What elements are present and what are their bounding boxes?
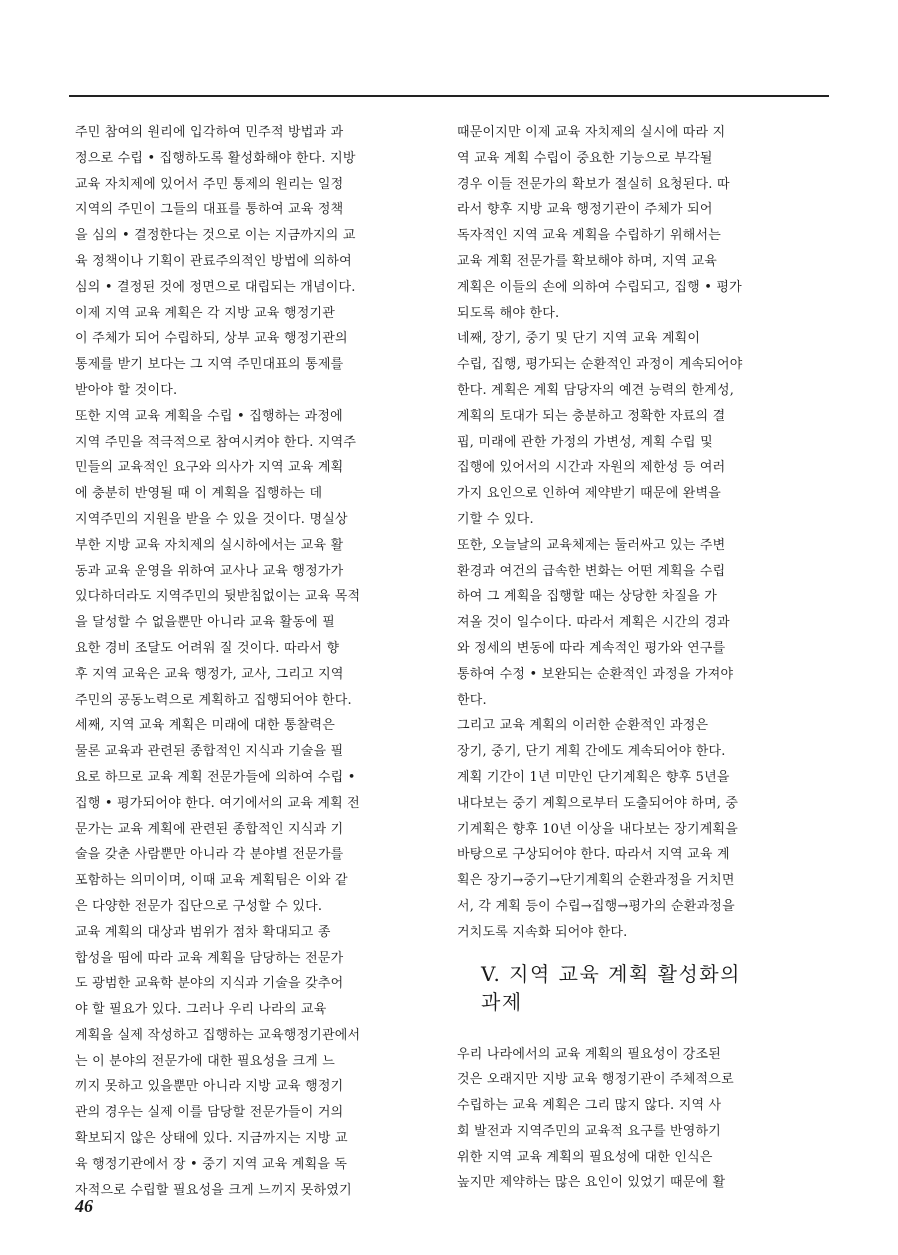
right-column — [457, 120, 815, 1196]
body-paragraph: 네째, 장기, 중기 및 단기 지역 교육 계획이 수립, 집행, 평가되는 순환적인 과정이 계속되어야 한다. 계획은 계획 담당자의 예견 능력의 한계성, 계획의 토대가 되는 충분하고 정확한 자료의 결 핍, 미래에 관한 가정의 가변성, 계획 수립 및 집행에 있어서의 시간과 자원의 제한성 등 여러 가지 요인으로 인하여 제약받기 때문에 완벽을 기할 수 있다. — [457, 331, 743, 527]
body-paragraph: 그리고 교육 계획의 이러한 순환적인 과정은 장기, 중기, 단기 계획 간에도 계속되어야 한다. 계획 기간이 1년 미만인 단기계획은 향후 5년을 내다보는 중기 계획으로부터 도출되어야 하며, 중 기계획은 향후 10년 이상을 내다보는 장기계획을 바탕으로 구상되어야 한다. 따라서 지역 교육 계 획은 장기→중기→단기계획의 순환과정을 거치면 서, 각 계획 등이 수립→집행→평가의 순환과정을 거치도록 지속화 되어야 한다. — [457, 718, 739, 940]
body-paragraph: 또한, 오늘날의 교육체제는 둘러싸고 있는 주변 환경과 여건의 급속한 변화는 어떤 계획을 수립 하여 그 계획을 집행할 때는 상당한 차질을 가 져올 것이 일수이다. 따라서 계획은 시간의 경과 와 정세의 변동에 따라 계속적인 평가와 연구를 통하여 수정 • 보완되는 순환적인 과정을 가져야 한다. — [457, 537, 734, 708]
body-paragraph: 우리 나라에서의 교육 계획의 필요성이 강조된 것은 오래지만 지방 교육 행정기관이 주체적으로 수립하는 교육 계획은 그리 많지 않다. 지역 사 회 발전과 지역주민의 교육적 요구를 반영하기 위한 지역 교육 계획의 필요성에 대한 인식은 높지만 제약하는 많은 요인이 있었기 때문에 활 — [457, 1046, 734, 1191]
body-paragraph: 때문이지만 이제 교육 자치제의 실시에 따라 지 역 교육 계획 수립이 중요한 기능으로 부각될 경우 이들 전문가의 확보가 절실히 요청된다. 따 라서 향후 지방 교육 행정기관이 주체가 되어 독자적인 지역 교육 계획을 수립하기 위해서는 교육 계획 전문가를 확보해야 하며, 지역 교육 계획은 이들의 손에 의하여 수립되고, 집행 • 평가 되도록 해야 한다. — [457, 125, 742, 321]
body-paragraph: 세째, 지역 교육 계획은 미래에 대한 통찰력은 물론 교육과 관련된 종합적인 지식과 기술을 필 요로 하므로 교육 계획 전문가들에 의하여 수립 • 집행 • 평가되어야 한다. 여기에서의 교육 계획 전 문가는 교육 계획에 관련된 종합적인 지식과 기 술을 갖춘 사람뿐만 아니라 각 분야별 전문가를 포함하는 의미이며, 이때 교육 계획팀은 이와 같 은 다양한 전문가 집단으로 구성할 수 있다. — [75, 718, 360, 914]
section-heading: V. 지역 교육 계획 활성화의 과제 — [481, 961, 741, 1014]
page-number: 46 — [75, 1196, 93, 1216]
body-paragraph: 교육 계획의 대상과 범위가 점차 확대되고 종 합성을 띰에 따라 교육 계획을 담당하는 전문가 도 광범한 교육학 분야의 지식과 기술을 갖추어 야 할 필요가 있다. 그러나 우리 나라의 교육 계획을 실제 작성하고 집행하는 교육행정기관에서 는 이 분야의 전문가에 대한 필요성을 크게 느 끼지 못하고 있을뿐만 아니라 지방 교육 행정기 관의 경우는 실제 이를 담당할 전문가들이 거의 확보되지 않은 상태에 있다. 지금까지는 지방 교 육 행정기관에서 장 • 중기 지역 교육 계획을 독 자적으로 수립할 필요성을 크게 느끼지 못하였기 — [75, 924, 361, 1198]
left-column — [75, 120, 425, 1203]
body-paragraph: 또한 지역 교육 계획을 수립 • 집행하는 과정에 지역 주민을 적극적으로 참여시켜야 한다. 지역주 민들의 교육적인 요구와 의사가 지역 교육 계획 에 충분히 반영될 때 이 계획을 집행하는 데 지역주민의 지원을 받을 수 있을 것이다. 명실상 부한 지방 교육 자치제의 실시하에서는 교육 활 동과 교육 운영을 위하여 교사나 교육 행정가가 있다하더라도 지역주민의 뒷받침없이는 교육 목적 을 달성할 수 없을뿐만 아니라 교육 활동에 필 요한 경비 조달도 어려워 질 것이다. 따라서 향 후 지역 교육은 교육 행정가, 교사, 그리고 지역 주민의 공동노력으로 계획하고 집행되어야 한다. — [75, 408, 361, 708]
body-paragraph: 주민 참여의 원리에 입각하여 민주적 방법과 과 정으로 수립 • 집행하도록 활성화해야 한다. 지방 교육 자치제에 있어서 주민 통제의 원리는 일정 지역의 주민이 그들의 대표를 통하여 교육 정책 을 심의 • 결정한다는 것으로 이는 지금까지의 교 육 정책이나 기획이 관료주의적인 방법에 의하여 심의 • 결정된 것에 정면으로 대립되는 개념이다. 이제 지역 교육 계획은 각 지방 교육 행정기관 이 주체가 되어 수립하되, 상부 교육 행정기관의 통제를 받기 보다는 그 지역 주민대표의 통제를 받아야 할 것이다. — [75, 125, 356, 398]
header-rule — [69, 95, 829, 97]
